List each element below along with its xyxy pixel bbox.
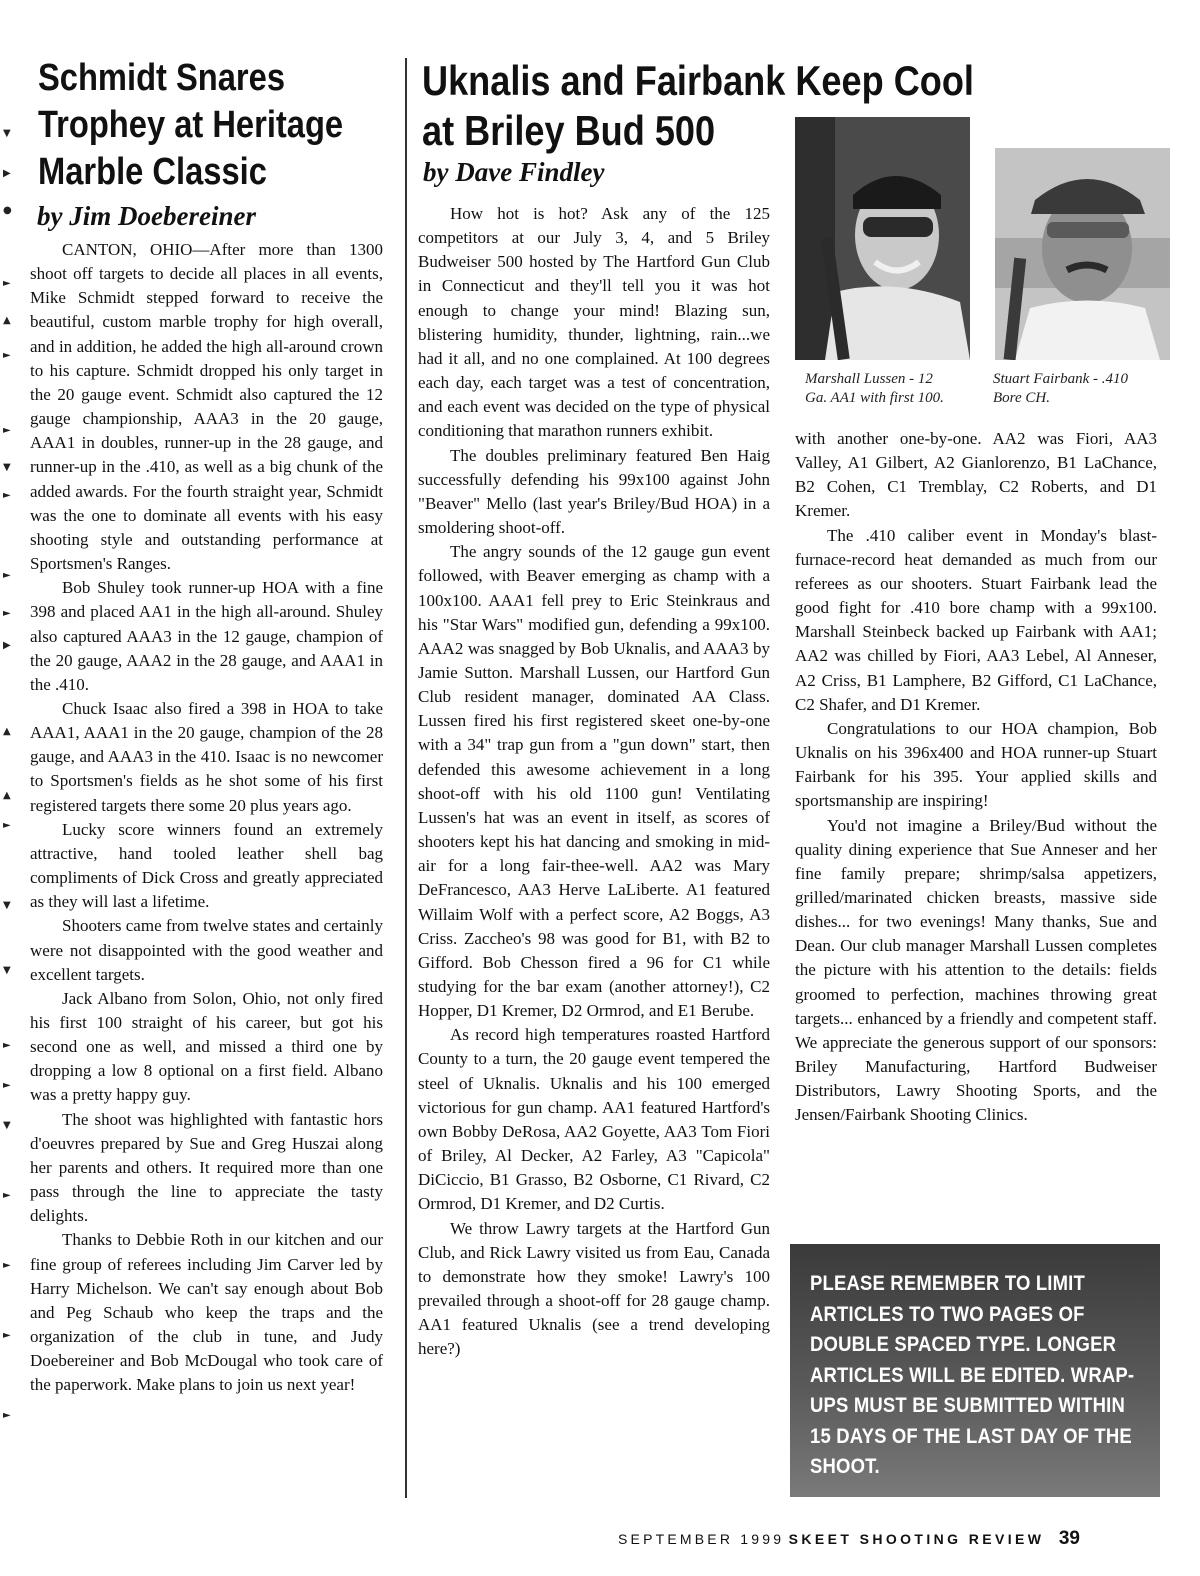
headline-line: at Briley Bud 500: [422, 107, 716, 154]
headline-line: Uknalis and Fairbank Keep Cool: [422, 57, 974, 104]
paragraph: Shooters came from twelve states and certainly were not disappointed with the good weather and excellent targets.: [30, 916, 383, 984]
margin-marks: ▼ ▶ ● ► ▲ ► ► ▼ ► ► ► ▶ ▲ ▲ ► ▼ ▼ ► ► ▼ ► ► ► ►: [3, 128, 12, 1421]
paragraph: Thanks to Debbie Roth in our kitchen and our fine group of referees including Jim Carver led by Harry Michelson. We can't say enough about Bob and Peg Schaub who keep the traps and the organization of the club in tune, and Judy Doebereiner and Bob McDougal who took care of the paperwork. Make plans to join us next year!: [30, 1230, 383, 1395]
article1-byline: by Jim Doebereiner: [37, 201, 256, 231]
issue-date: SEPTEMBER 1999: [618, 1531, 785, 1547]
paragraph: Lucky score winners found an extremely attractive, hand tooled leather shell bag compliments of Dick Cross and greatly appreciated as they will last a lifetime.: [30, 819, 383, 912]
article1-headline: [30, 55, 383, 196]
photo-marshall-lussen: [795, 117, 970, 360]
portrait-image: [995, 148, 1170, 360]
paragraph: Chuck Isaac also fired a 398 in HOA to take AAA1, AAA1 in the 20 gauge, champion of the 28 gauge, and AAA3 in the 410. Isaac is no newcomer to Sportsmen's fields as he shot some of his first registered targets there some 20 plus years ago.: [30, 698, 383, 815]
headline-line: Marble Classic: [38, 151, 267, 193]
paragraph: How hot is hot? Ask any of the 125 competitors at our July 3, 4, and 5 Briley Budweiser 500 hosted by The Hartford Gun Club in Connecticut and they'll tell you it was hot enough to change your mind! Blazing sun, blistering humidity, thunder, lightning, rain...we had it all, and no one complained. At 100 degrees each day, each target was a test of concentration, and each event was decided on the type of physical conditioning that marathon runners exhibit.: [418, 204, 770, 441]
article1-body: [30, 238, 383, 1398]
paragraph: with another one-by-one. AA2 was Fiori, AA3 Valley, A1 Gilbert, A2 Gianlorenzo, B1 LaChance, B2 Cohen, C1 Tremblay, C2 Roberts, and D1 Kremer.: [795, 429, 1157, 521]
paragraph: Jack Albano from Solon, Ohio, not only fired his first 100 straight of his career, but got his second one as well, and missed a third one by dropping a low 8 optional on a first field. Albano was a pretty happy guy.: [30, 988, 383, 1105]
magazine-name: SKEET SHOOTING REVIEW: [788, 1531, 1045, 1547]
submission-notice-box: [790, 1244, 1160, 1497]
article2-body-col2: [418, 202, 770, 1362]
page-number: 39: [1058, 1528, 1080, 1549]
caption-line: Bore CH.: [993, 390, 1050, 406]
paragraph: The angry sounds of the 12 gauge gun event followed, with Beaver emerging as champ with a 100x100. AAA1 fell prey to Eric Steinkraus and his "Star Wars" modified gun, defending a 99x100. AAA2 was snagged by Bob Uknalis, and AAA3 by Jamie Sutton. Marshall Lussen, our Hartford Gun Club resident manager, dominated AA Class. Lussen fired his first registered skeet one-by-one with a 34" trap gun from a "gun down" start, then defended this awesome achievement in a long shoot-off with his old 1100 gun! Ventilating Lussen's hat was an event in itself, as scores of shooters kept his hat dancing and smoking in mid-air for a long fair-thee-well. AA2 was Mary DeFrancesco, AA3 Herve LaLiberte. A1 featured Willaim Wolf with a perfect score, A2 Boggs, A3 Criss. Zaccheo's 98 was good for B1, with B2 to Gifford. Bob Chesson fired a 96 for C1 while studying for the bar exam (another attorney!), C2 Hopper, D1 Kremer, D2 Ormrod, and E1 Berube.: [418, 542, 770, 1021]
paragraph: The .410 caliber event in Monday's blast-furnace-record heat demanded as much from our referees as our shooters. Stuart Fairbank lead the good fight for .410 bore champ with a 99x100. Marshall Steinbeck backed up Fairbank with AA1; AA2 was chilled by Fiori, AA3 Lebel, Al Anneser, A2 Criss, B1 Lamphere, B2 Gifford, C1 LaChance, C2 Shafer, and D1 Kremer.: [795, 525, 1157, 714]
paragraph: You'd not imagine a Briley/Bud without the quality dining experience that Sue Anneser and her fine family prepare; shrimp/salsa appetizers, grilled/marinated chicken breasts, massive side dishes... for two evenings! Many thanks, Sue and Dean. Our club manager Marshall Lussen completes the picture with his attention to the details: fields groomed to perfection, machines throwing great targets... enhanced by a friendly and competent staff. We appreciate the generous support of our sponsors: Briley Manufacturing, Hartford Budweiser Distributors, Lawry Shooting Sports, and the Jensen/Fairbank Shooting Clinics.: [795, 815, 1157, 1125]
portrait-image: [795, 117, 970, 360]
caption-line: Ga. AA1 with first 100.: [805, 390, 944, 406]
paragraph: Bob Shuley took runner-up HOA with a fine 398 and placed AA1 in the high all-around. Shuley also captured AAA3 in the 12 gauge, champion of the 20 gauge, AAA2 in the 28 gauge, and AAA1 in the .410.: [30, 578, 383, 694]
photo-stuart-fairbank: [995, 148, 1170, 360]
caption-line: Marshall Lussen - 12: [805, 371, 933, 387]
notice-text: PLEASE REMEMBER TO LIMIT ARTICLES TO TWO PAGES OF DOUBLE SPACED TYPE. LONGER ARTICLES WILL BE EDITED. WRAP-UPS MUST BE SUBMITTED WITHIN 15 DAYS OF THE LAST DAY OF THE SHOOT.: [810, 1272, 1135, 1478]
paragraph: Congratulations to our HOA champion, Bob Uknalis on his 396x400 and HOA runner-up Stuart Fairbank for his 395. Your applied skills and sportsmanship are inspiring!: [795, 718, 1157, 811]
headline-line: Schmidt Snares: [38, 57, 286, 99]
page-footer: [618, 1528, 1178, 1552]
article-schmidt: [30, 55, 383, 1398]
photo-caption-fairbank: [993, 370, 1173, 408]
caption-line: Stuart Fairbank - .410: [993, 371, 1128, 387]
paragraph: CANTON, OHIO—After more than 1300 shoot off targets to decide all places in all events, Mike Schmidt stepped forward to receive the beautiful, custom marble trophy for high overall, and in addition, he added the high all-around crown to his capture. Schmidt dropped his only target in the 20 gauge event. Schmidt also captured the 12 gauge championship, AAA3 in the 20 gauge, AAA1 in doubles, runner-up in the 28 gauge, and runner-up in the .410, as well as a big chunk of the added awards. For the fourth straight year, Schmidt was the one to dominate all events with his easy shooting style and outstanding performance at Sportsmen's Ranges.: [30, 240, 383, 574]
article2-byline: by Dave Findley: [423, 157, 605, 187]
headline-line: Trophey at Heritage: [38, 104, 344, 146]
photo-caption-lussen: [805, 370, 980, 408]
paragraph: The shoot was highlighted with fantastic hors d'oeuvres prepared by Sue and Greg Huszai along her parents and others. It required more than one pass through the line to appreciate the tasty delights.: [30, 1109, 383, 1226]
paragraph: We throw Lawry targets at the Hartford Gun Club, and Rick Lawry visited us from Eau, Canada to demonstrate how they smoke! Lawry's 100 prevailed through a shoot-off for 28 gauge champ. AA1 featured Uknalis (see a trend developing here?): [418, 1218, 770, 1359]
article2-body-col3: [795, 427, 1157, 1128]
column-divider: [405, 58, 407, 1498]
paragraph: As record high temperatures roasted Hartford County to a turn, the 20 gauge event tempered the steel of Uknalis. Uknalis and his 100 emerged victorious for gun champ. AA1 featured Hartford's own Bobby DeRosa, AA2 Goyette, AA3 Tom Fiori of Briley, Al Decker, A2 Farley, A3 "Capicola" DiCiccio, B1 Grasso, B2 Osborne, C1 Rivard, C2 Ormrod, D1 Kremer, and D2 Curtis.: [418, 1025, 770, 1214]
paragraph: The doubles preliminary featured Ben Haig successfully defending his 99x100 against John "Beaver" Mello (last year's Briley/Bud HOA) in a smoldering shoot-off.: [418, 445, 770, 538]
